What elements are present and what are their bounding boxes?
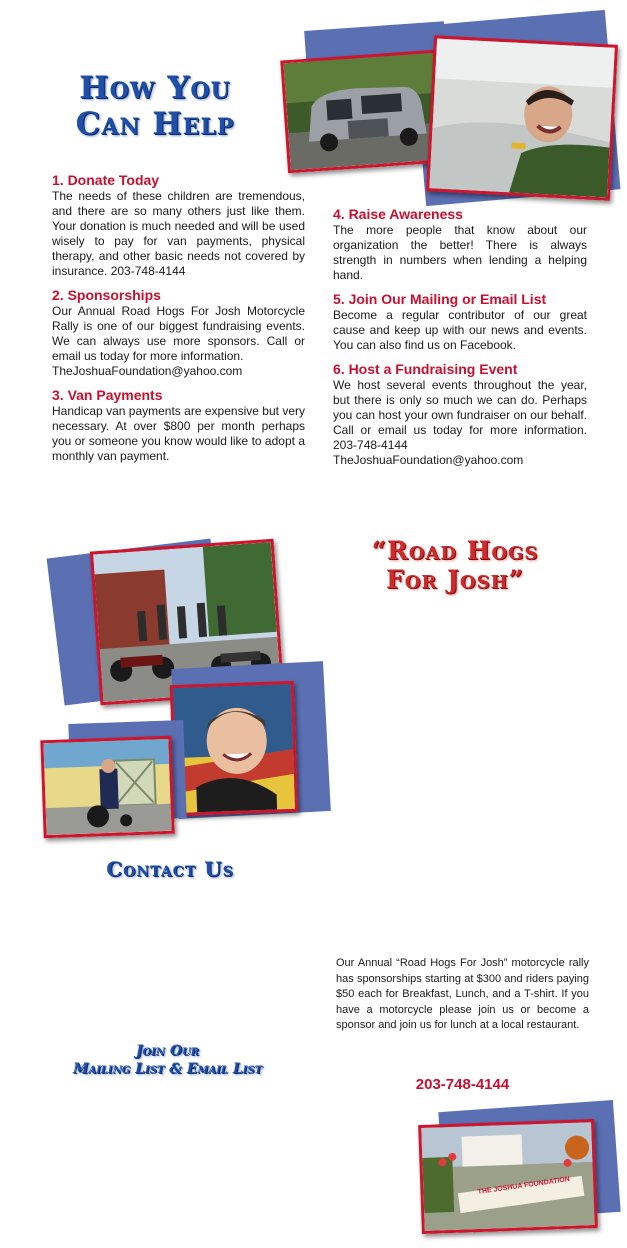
section-van-payments (52, 387, 305, 464)
section-title: 5. Join Our Mailing or Email List (333, 291, 547, 307)
phone-number[interactable]: 203-748-4144 (415, 1076, 510, 1093)
section-donate (52, 172, 305, 279)
wheelchair-photo (40, 736, 174, 839)
page-title (40, 70, 270, 142)
section-title: 6. Host a Fundraising Event (333, 361, 518, 377)
left-column (52, 172, 305, 464)
section-title: 2. Sponsorships (52, 287, 161, 303)
section-awareness (333, 206, 587, 283)
mailing-list-line2: Mailing List & Email List (72, 1061, 263, 1077)
mailing-list-heading[interactable] (40, 1042, 295, 1078)
group-banner-photo (418, 1119, 598, 1234)
section-body: The needs of these children are tremendous, and there are so many others just like them. Your donation is much needed and will be used wisely to pay for van payments, physical therapy, and other basic needs not covered by insurance. 203-748-4144 (52, 189, 305, 278)
banner-text: THE JOSHUA FOUNDATION (477, 1176, 571, 1196)
section-mailing (333, 291, 587, 353)
van-photo (280, 50, 444, 174)
road-hogs-title (340, 536, 570, 594)
child-smiling-photo (170, 681, 298, 816)
contact-heading: Contact Us (106, 857, 234, 881)
section-host-event (333, 361, 587, 468)
section-body: Become a regular contributor of our great cause and keep up with our news and events. You can also find us on Facebook. (333, 308, 587, 352)
section-body: The more people that know about our organization the better! There is always strength in numbers when lending a helping hand. (333, 223, 587, 282)
road-hogs-title-line1: “Road Hogs (371, 536, 539, 565)
page-title-line1: How You (79, 70, 231, 106)
email-link[interactable]: TheJoshuaFoundation@yahoo.com (52, 364, 243, 378)
josh-hospital-photo (426, 35, 618, 200)
section-sponsorships (52, 287, 305, 379)
section-body: Our Annual Road Hogs For Josh Motorcycle Rally is one of our biggest fundraising events. We can always use more sponsors. Call or email us today for more information. (52, 304, 305, 363)
section-title: 1. Donate Today (52, 172, 160, 188)
section-title: 3. Van Payments (52, 387, 163, 403)
email-link[interactable]: TheJoshuaFoundation@yahoo.com (333, 453, 524, 467)
page-title-line2: Can Help (75, 106, 235, 142)
road-hogs-title-line2: For Josh” (386, 565, 524, 594)
right-column (333, 206, 587, 468)
section-body: Handicap van payments are expensive but very necessary. At over $800 per month perhaps you or someone you know would like to adopt a monthly van payment. (52, 404, 305, 463)
mailing-list-line1: Join Our (135, 1043, 200, 1059)
rally-description: Our Annual “Road Hogs For Josh” motorcycle rally has sponsorships starting at $300 and riders paying $50 each for Breakfast, Lunch, and a T-shirt. If you have a motorcycle please join us or become a sponsor and join us for lunch at a local restaurant. (336, 957, 589, 1031)
section-title: 4. Raise Awareness (333, 206, 463, 222)
section-body: We host several events throughout the year, but there is only so much we can do. Perhaps you can host your own fundraiser on our behalf. Call or email us today for more information. 203-748-4144 (333, 378, 587, 452)
